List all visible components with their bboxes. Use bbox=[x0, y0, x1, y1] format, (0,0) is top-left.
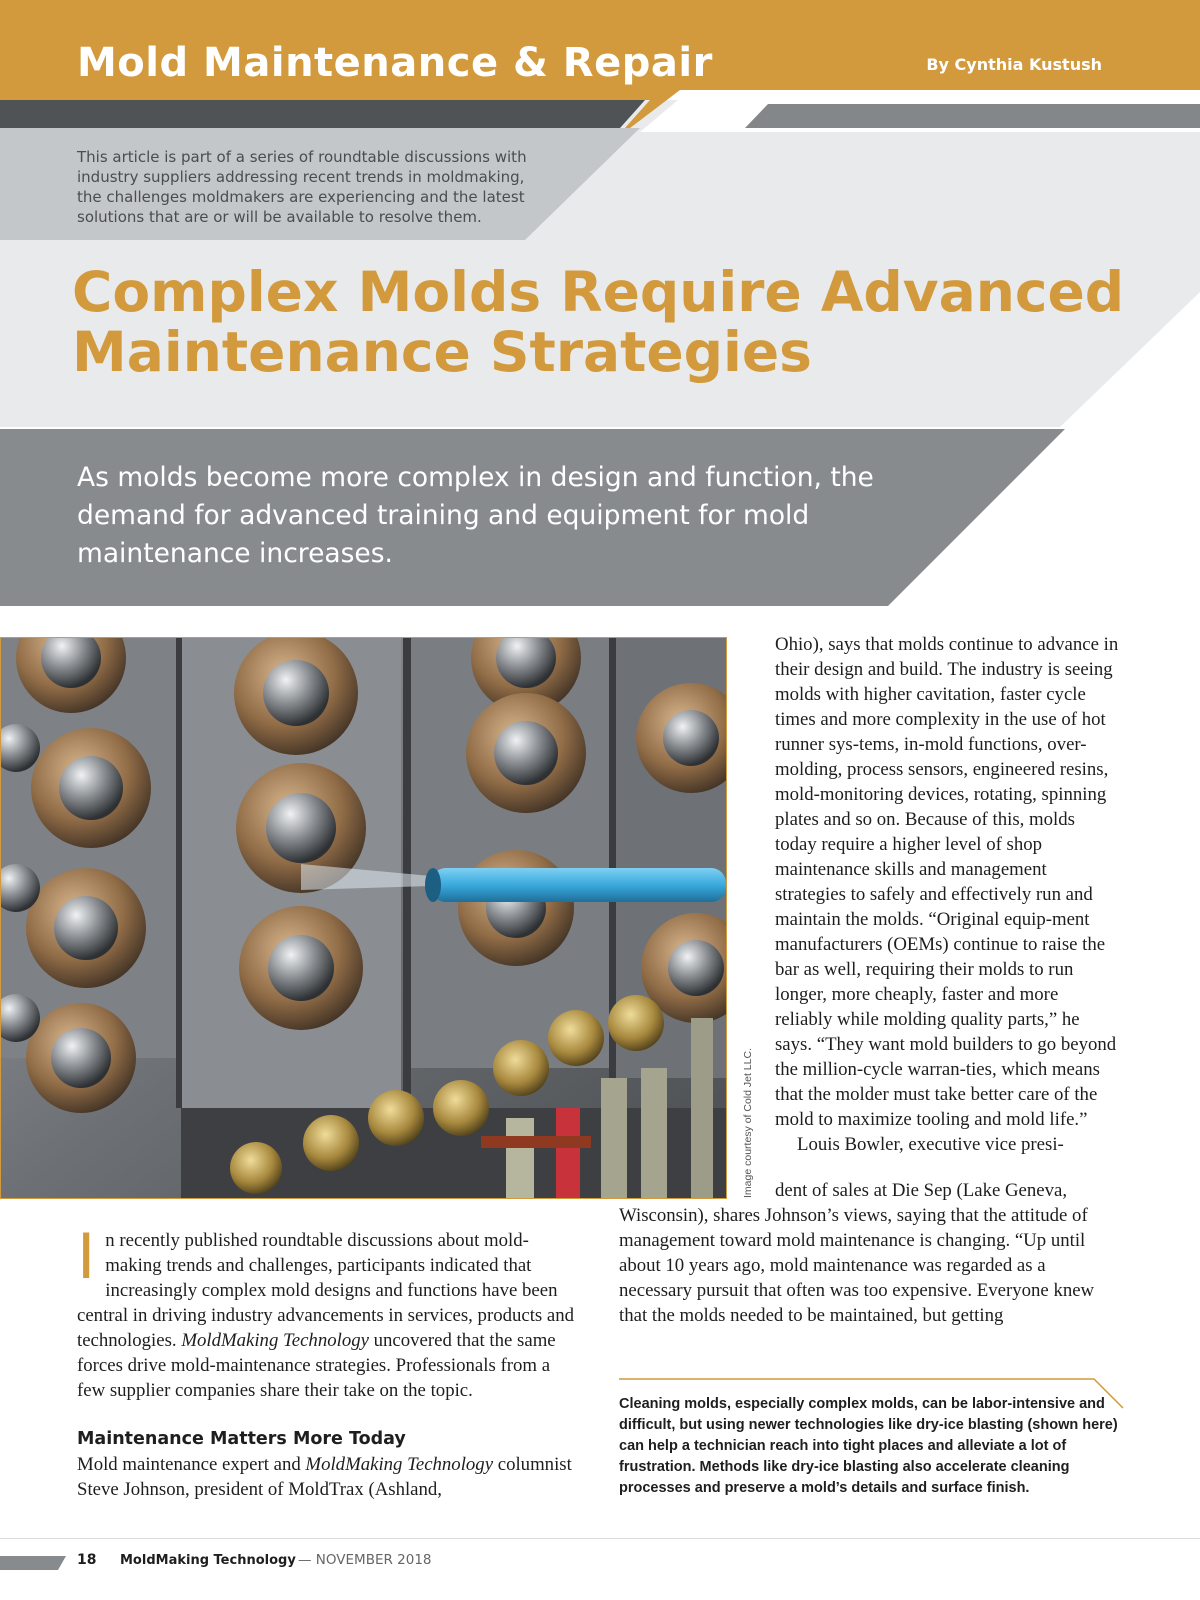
photo-credit: Image courtesy of Cold Jet LLC. bbox=[742, 1048, 754, 1198]
dek: As molds become more complex in design and function, the demand for advanced training and equipment for mold maintenance increases. bbox=[77, 462, 874, 569]
footer-rule bbox=[0, 1538, 1200, 1539]
byline: By Cynthia Kustush bbox=[926, 55, 1102, 74]
headline bbox=[72, 262, 1132, 382]
bowler-intro-line-2: dent of sales at Die Sep (Lake Geneva, bbox=[775, 1180, 1068, 1201]
bowler-intro-line: Louis Bowler, executive vice presi- bbox=[797, 1134, 1064, 1155]
article-column-left bbox=[77, 1220, 582, 1502]
article-column-right-bottom bbox=[619, 1178, 1120, 1328]
gray-stripe-right bbox=[745, 104, 1200, 128]
footer-accent-bar bbox=[0, 1556, 66, 1570]
intro-paragraph: In recently published roundtable discussions about mold-making trends and challenges, participants indicated that increasingly complex mold designs and functions have been central in driving industry advancements in services, products and technologies. MoldMaking Technology uncovered that the same forces drive mold-maintenance strategies. Professionals from a few supplier companies share their take on the topic. bbox=[77, 1220, 575, 1401]
headline-line-1: Complex Molds Require Advanced bbox=[72, 260, 1125, 324]
issue-date: — NOVEMBER 2018 bbox=[298, 1552, 432, 1568]
dark-stripe-left bbox=[0, 100, 645, 128]
magazine-name: MoldMaking Technology bbox=[120, 1553, 296, 1568]
publication-name: MoldMaking Technology bbox=[305, 1454, 494, 1475]
section-title: Mold Maintenance & Repair bbox=[77, 40, 713, 86]
mold-cleaning-photo bbox=[0, 637, 727, 1199]
drop-cap: I bbox=[77, 1220, 96, 1293]
headline-line-2: Maintenance Strategies bbox=[72, 320, 812, 384]
johnson-quote-paragraph: Ohio), says that molds continue to advance in their design and build. The industry is seeing molds with higher cavitation, faster cycle times and more complexity in the use of hot runner sys-tems, in-mold functions, over-molding, process sensors, engineered resins, mold-monitoring devices, rotating, spinning plates and so on. Because of this, molds today require a higher level of shop maintenance skills and management strategies to safely and effectively run and maintain the molds. “Original equip-ment manufacturers (OEMs) continue to raise the bar as well, requiring their molds to run longer, more cheaply, faster and more reliably while molding quality parts,” he says. “They want mold builders to go beyond the million-cycle warran-ties, which means that the molder must take better care of the mold to maximize tooling and mold life.” bbox=[775, 634, 1119, 1130]
mold-photo-illustration bbox=[1, 638, 726, 1198]
series-note: This article is part of a series of roundtable discussions with industry suppliers addressing recent trends in moldmaking, the challenges moldmakers are experiencing and the latest solutions that are or will be available to resolve them. bbox=[77, 148, 527, 226]
page-number: 18 bbox=[77, 1552, 97, 1568]
subhead: Maintenance Matters More Today bbox=[77, 1429, 406, 1449]
bowler-paragraph: Wisconsin), shares Johnson’s views, saying that the attitude of management toward mold maintenance is changing. “Up until about 10 years ago, mold maintenance was regarded as a necessary pursuit that often was too expensive. Everyone knew that the molds needed to be maintained, but getting bbox=[619, 1205, 1095, 1326]
johnson-intro-paragraph: Mold maintenance expert and MoldMaking Technology columnist Steve Johnson, president of MoldTrax (Ashland, bbox=[77, 1454, 572, 1500]
article-column-right-top bbox=[775, 632, 1120, 1157]
photo-caption: Cleaning molds, especially complex molds, can be labor-intensive and difficult, but using newer technologies like dry-ice blasting (shown here) can help a technician reach into tight places and alleviate a lot of frustration. Methods like dry-ice blasting also accelerate cleaning processes and preserve a mold’s details and surface finish. bbox=[619, 1396, 1118, 1496]
publication-name: MoldMaking Technology bbox=[181, 1330, 369, 1351]
